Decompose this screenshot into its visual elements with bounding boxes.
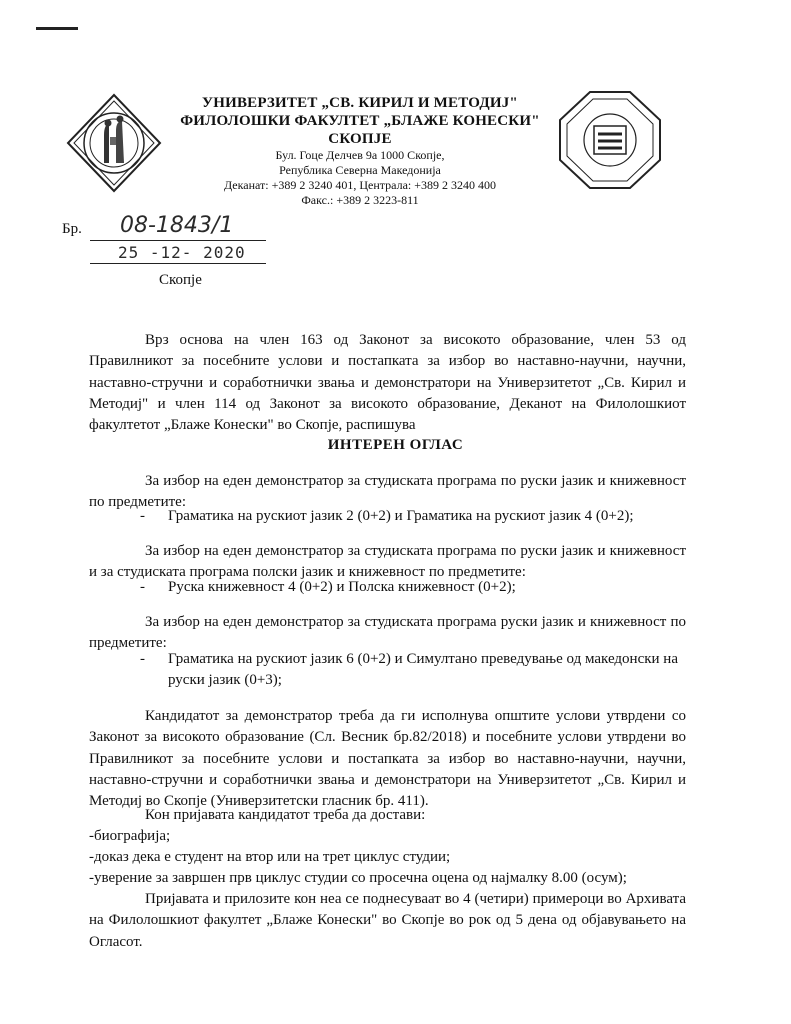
position-1-bullet: - Граматика на рускиот јазик 2 (0+2) и Граматика на рускиот јазик 4 (0+2); [140,508,634,524]
scan-mark [36,27,78,30]
faculty-seal-icon [558,90,662,190]
reference-city: Скопје [159,272,202,288]
phone-numbers: Деканат: +389 2 3240 401, Централа: +389 2 3240 400 [223,178,497,192]
document-item: -уверение за завршен прв циклус студии со просечна оцена од најмалку 8.00 (осум); [89,870,627,886]
reference-label: Бр. [62,221,82,237]
reference-date-line [90,263,266,264]
address-line1: Бул. Гоце Делчев 9а 1000 Скопје, [275,148,445,162]
position-3-text: За избор на еден демонстратор за студиската програма руски јазик и книжевност по предметите: [89,614,686,652]
fax-number: Факс.: +389 2 3223-811 [301,193,419,207]
reference-number: 08-1843/1 [120,213,234,238]
intro-paragraph: Врз основа на член 163 од Законот за високото образование, член 53 од Правилникот за посебните услови и постапката за избор во наставно-научни, научни, наставно-стручни и соработнички звања и демонстратори на Универзитетот „Св. Кирил и Методиј" и член 114 од Законот за високото образование, Деканот на Филолошкиот факултетот „Блаже Конески" во Скопје, распишува [89,332,686,434]
university-seal-icon [66,93,162,193]
position-1-text: За избор на еден демонстратор за студиската програма по руски јазик и книжевност по предметите: [89,473,686,511]
document-item: -биографија; [89,828,171,844]
address-line2: Република Северна Македонија [279,163,441,177]
header-city: СКОПЈЕ [328,131,392,147]
documents-intro: Кон пријавата кандидатот треба да достави: [145,807,426,823]
faculty-name: ФИЛОЛОШКИ ФАКУЛТЕТ „БЛАЖЕ КОНЕСКИ" [180,113,540,129]
reference-number-line [90,240,266,241]
date-stamp: 25 -12- 2020 [118,243,246,262]
position-2-text: За избор на еден демонстратор за студиската програма по руски јазик и книжевност и за студиската програма полски јазик и книжевност по предметите: [89,543,686,581]
position-3-bullet: - Граматика на рускиот јазик 6 (0+2) и Симултано преведување од македонски на руски јазик (0+3); [140,651,678,689]
document-title: ИНТЕРЕН ОГЛАС [327,437,464,453]
position-2-bullet: - Руска книжевност 4 (0+2) и Полска книжевност (0+2); [140,579,516,595]
conditions-paragraph: Кандидатот за демонстратор треба да ги исполнува општите услови утврдени со Законот за високото образование (Сл. Весник бр.82/2018) и посебните услови утврдени во Правилникот за посебните услови и постапката за избор во наставно-научни, научни, наставно-стручни и соработнички звања и демонстратори на Универзитетот „Св. Кирил и Методиј во Скопје (Универзитетски гласник бр. 411). [89,708,686,810]
document-item: -доказ дека е студент на втор или на трет циклус студии; [89,849,451,865]
submission-paragraph: Пријавата и прилозите кон неа се поднесуваат во 4 (четири) примероци во Архивата на Филолошкиот факултет „Блаже Конески" во Скопје во рок од 5 дена од објавувањето на Огласот. [89,891,686,950]
university-name: УНИВЕРЗИТЕТ „СВ. КИРИЛ И МЕТОДИЈ" [202,95,518,111]
